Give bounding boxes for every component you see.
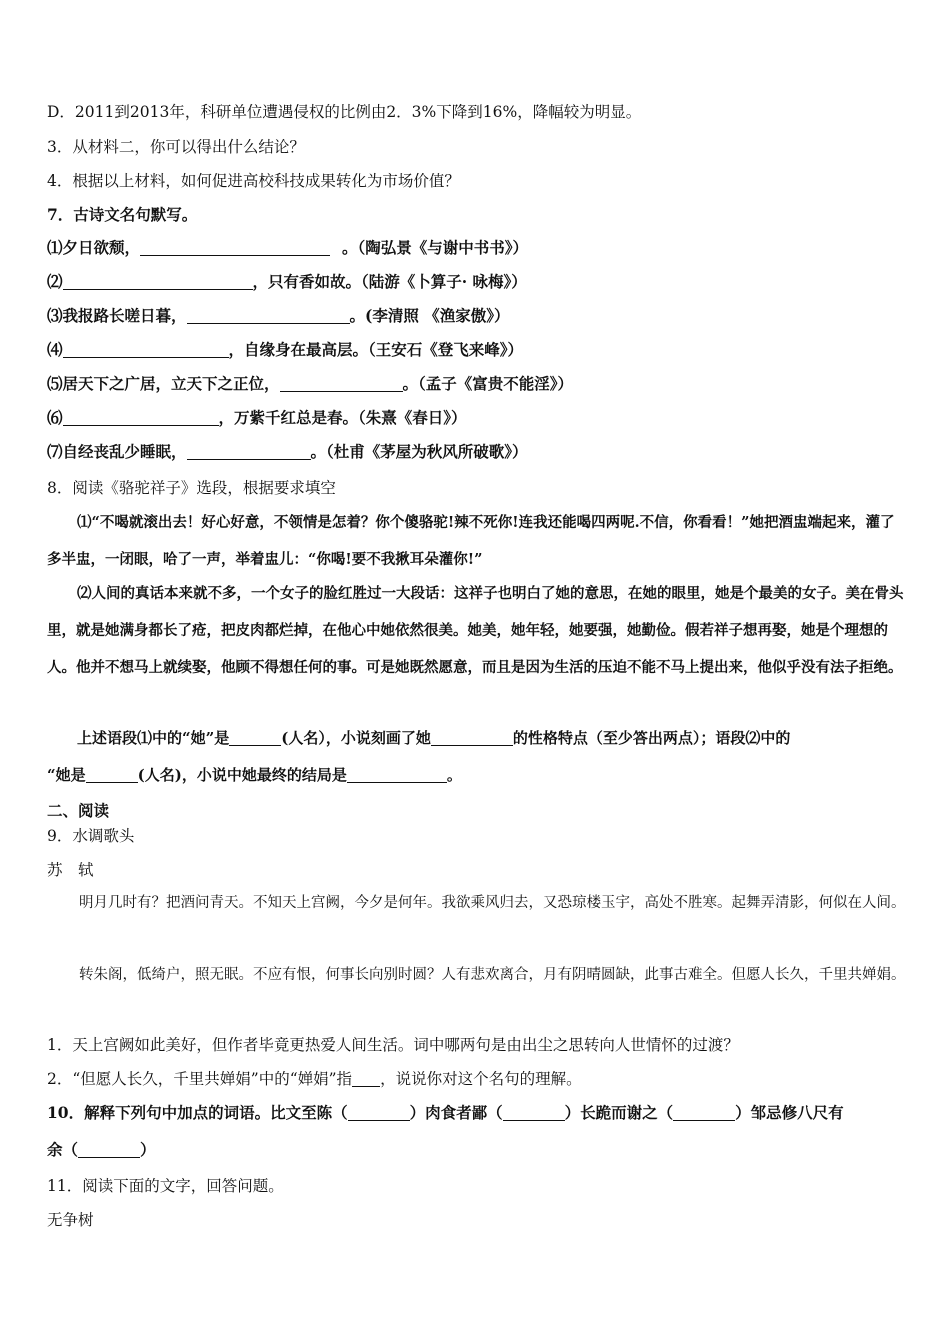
- q10-part-b: ）肉食者鄙（: [409, 1103, 503, 1122]
- pq-part-3: 的性格特点（至少答出两点）；语段⑵中的: [512, 729, 791, 747]
- question-8-heading: 8．阅读《骆驼祥子》选段，根据要求填空: [47, 479, 336, 497]
- question-7-heading: 7．古诗文名句默写。: [47, 205, 198, 224]
- answer-blank-10c[interactable]: [673, 1103, 735, 1121]
- q9-2-suffix: ，说说你对这个名句的理解。: [380, 1070, 582, 1088]
- fill-line-2: [47, 271, 910, 293]
- pq-part-2: (人名），小说刻画了她: [281, 729, 431, 747]
- fill-line-6-prefix: ⑹: [47, 408, 63, 427]
- option-d: D．2011到2013年，科研单位遭遇侵权的比例由2．3%下降到16%，降幅较为明显。: [47, 103, 642, 121]
- fill-line-1-prefix: ⑴夕日欲颓，: [47, 238, 141, 257]
- question-4: 4．根据以上材料，如何促进高校科技成果转化为市场价值？: [47, 172, 460, 190]
- fill-line-2-suffix: ，只有香如故。（陆游《卜算子· 咏梅》）: [252, 272, 527, 291]
- pq-part-6: 。: [446, 766, 462, 784]
- passage-question-line-2: [47, 757, 907, 794]
- fill-line-6-suffix: ，万紫千红总是春。（朱熹《春日》）: [218, 408, 467, 427]
- question-11: 11．阅读下面的文字，回答问题。: [47, 1177, 284, 1195]
- answer-blank-6[interactable]: [63, 408, 219, 426]
- passage-question: [47, 720, 907, 757]
- fill-line-7-prefix: ⑺自经丧乱少睡眠，: [47, 442, 187, 461]
- passage-1: ⑴“不喝就滚出去！好心好意，不领情是怎着？你个傻骆驼!辣不死你!连我还能喝四两呢.不信，你看看！”她把酒盅端起来，灌了多半盅，一闭眼，哈了一声，举着盅儿：“你喝!要不我揪耳朵灌你!”: [47, 514, 895, 568]
- fill-line-4: [47, 339, 910, 361]
- fill-line-5: [47, 373, 910, 395]
- answer-blank-2[interactable]: [63, 272, 253, 290]
- passage-2: ⑵人间的真话本来就不多，一个女子的脸红胜过一大段话：这祥子也明白了她的意思，在她的眼里，她是个最美的女子。美在骨头里，就是她满身都长了疮，把皮肉都烂掉，在他心中她依然很美。她美，她年轻，她要强，她勤俭。假若祥子想再娶，她是个理想的人。他并不想马上就续娶，他顾不得想任何的事。可是她既然愿意，而且是因为生活的压迫不能不马上提出来，他似乎没有法子拒绝。: [47, 585, 904, 676]
- fill-line-3-prefix: ⑶我报路长嗟日暮，: [47, 306, 187, 325]
- q10-part-f: ）: [140, 1140, 156, 1159]
- poem-stanza-1: 明月几时有？把酒问青天。不知天上宫阙，今夕是何年。我欲乘风归去，又恐琼楼玉宇，高处不胜寒。起舞弄清影，何似在人间。: [79, 895, 906, 911]
- q10-part-c: ）长跪而谢之（: [564, 1103, 674, 1122]
- q10-part-a: 10．解释下列句中加点的词语。比文至陈（: [47, 1103, 348, 1122]
- fill-line-6: [47, 407, 910, 429]
- answer-blank-chanjuan[interactable]: [352, 1069, 380, 1087]
- pq-part-1: 上述语段⑴中的“她”是: [77, 729, 230, 747]
- article-title: 无争树: [47, 1211, 94, 1229]
- answer-blank-10a[interactable]: [348, 1103, 410, 1121]
- pq-part-4: “她是: [47, 766, 86, 784]
- answer-blank-4[interactable]: [63, 340, 229, 358]
- fill-line-4-suffix: ，自缘身在最高层。（王安石《登飞来峰》）: [228, 340, 524, 359]
- section-2-heading: 二、阅读: [47, 801, 110, 820]
- fill-line-5-suffix: 。（孟子《富贵不能淫》）: [402, 374, 574, 393]
- fill-line-1-suffix: 。（陶弘景《与谢中书书》）: [342, 238, 529, 257]
- fill-line-3-suffix: 。(李清照 《渔家傲》）: [349, 306, 510, 325]
- q10-part-e: 余（: [47, 1140, 79, 1159]
- answer-blank-name-1[interactable]: [229, 728, 281, 746]
- fill-line-3: [47, 305, 910, 327]
- answer-blank-1[interactable]: [140, 238, 330, 256]
- answer-blank-3[interactable]: [187, 306, 350, 324]
- answer-blank-7[interactable]: [187, 442, 311, 460]
- answer-blank-10b[interactable]: [503, 1103, 565, 1121]
- answer-blank-name-2[interactable]: [86, 765, 138, 783]
- question-9-1: 1．天上宫阙如此美好，但作者毕竟更热爱人间生活。词中哪两句是由出尘之思转向人世情怀的过渡？: [47, 1036, 739, 1054]
- fill-line-5-prefix: ⑸居天下之广居，立天下之正位，: [47, 374, 280, 393]
- q10-part-d: ）邹忌修八尺有: [735, 1103, 844, 1122]
- question-3: 3．从材料二，你可以得出什么结论？: [47, 138, 305, 156]
- answer-blank-10d[interactable]: [78, 1140, 140, 1158]
- fill-line-1: [47, 237, 910, 259]
- poem-author: 苏 轼: [47, 861, 94, 879]
- fill-line-7-suffix: 。（杜甫《茅屋为秋风所破歌》）: [310, 442, 528, 461]
- fill-line-7: [47, 441, 910, 463]
- answer-blank-ending[interactable]: [347, 765, 447, 783]
- question-9-title: 9．水调歌头: [47, 827, 135, 845]
- fill-line-2-prefix: ⑵: [47, 272, 63, 291]
- answer-blank-traits[interactable]: [431, 728, 513, 746]
- question-10: [47, 1094, 907, 1168]
- fill-line-4-prefix: ⑷: [47, 340, 63, 359]
- poem-stanza-2: 转朱阁，低绮户，照无眠。不应有恨，何事长向别时圆？人有悲欢离合，月有阴晴圆缺，此事古难全。但愿人长久，千里共婵娟。: [79, 967, 906, 983]
- question-9-2: [47, 1068, 910, 1090]
- q9-2-prefix: 2．“但愿人长久，千里共婵娟”中的“婵娟”指: [47, 1070, 353, 1088]
- answer-blank-5[interactable]: [280, 374, 403, 392]
- pq-part-5: (人名)，小说中她最终的结局是: [137, 766, 347, 784]
